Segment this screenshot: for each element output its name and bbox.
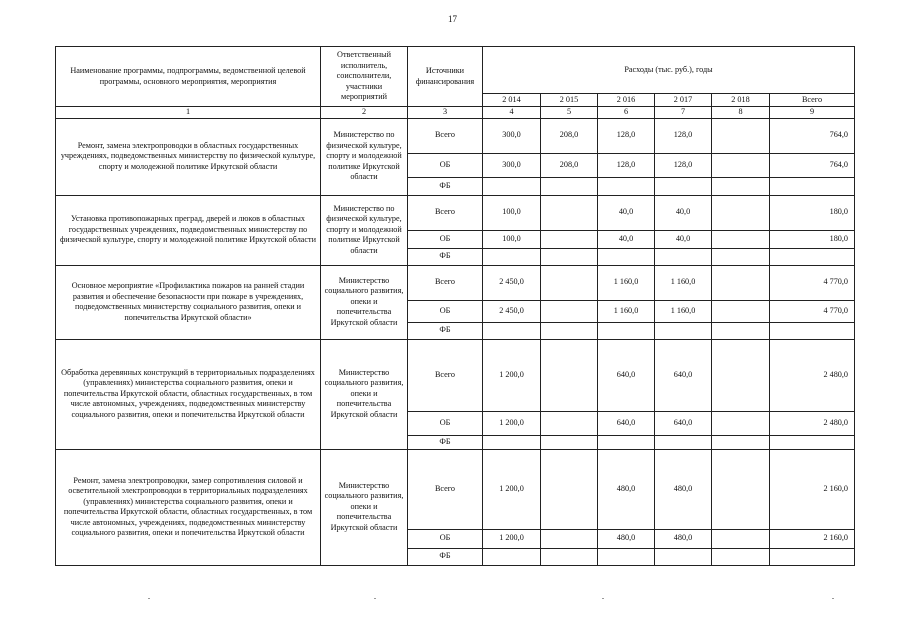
- header-source: Источники финансирования: [408, 47, 483, 107]
- year-cell: 2 017: [655, 94, 712, 107]
- value-cell: 764,0: [770, 118, 855, 153]
- value-cell: [598, 435, 655, 449]
- year-cell: 2 014: [483, 94, 541, 107]
- value-cell: 128,0: [598, 118, 655, 153]
- funding-source: ФБ: [408, 322, 483, 339]
- value-cell: [541, 339, 598, 411]
- value-cell: [770, 548, 855, 565]
- value-cell: [770, 248, 855, 265]
- header-expenses: Расходы (тыс. руб.), годы: [483, 47, 855, 94]
- value-cell: 480,0: [598, 449, 655, 529]
- value-cell: [483, 177, 541, 195]
- measure-name: Ремонт, замена электропроводки, замер сопротивления силовой и осветительной электропроводки в территориальных подразделениях (управлениях) министерства социального развития, опеки и попечительства Иркутской области, областных государственных, в том числе автономных, учреждениях, подведомственных министерству социального развития, опеки и попечительства Иркутской области: [56, 449, 321, 565]
- responsible-party: Министерство социального развития, опеки и попечительства Иркутской области: [321, 339, 408, 449]
- value-cell: [541, 322, 598, 339]
- value-cell: [541, 411, 598, 435]
- table-row: [56, 195, 855, 230]
- value-cell: [483, 322, 541, 339]
- value-cell: [712, 248, 770, 265]
- value-cell: 128,0: [598, 153, 655, 177]
- value-cell: [712, 411, 770, 435]
- value-cell: 1 160,0: [598, 265, 655, 300]
- expenses-table: [55, 46, 855, 566]
- column-number: 2: [321, 107, 408, 119]
- value-cell: 180,0: [770, 195, 855, 230]
- value-cell: 1 200,0: [483, 411, 541, 435]
- value-cell: [712, 449, 770, 529]
- value-cell: [541, 248, 598, 265]
- value-cell: 1 160,0: [655, 265, 712, 300]
- value-cell: 480,0: [655, 449, 712, 529]
- value-cell: [541, 435, 598, 449]
- value-cell: [712, 153, 770, 177]
- funding-source: ФБ: [408, 177, 483, 195]
- year-cell: Всего: [770, 94, 855, 107]
- value-cell: [712, 339, 770, 411]
- value-cell: 2 160,0: [770, 449, 855, 529]
- value-cell: 640,0: [598, 339, 655, 411]
- value-cell: [541, 449, 598, 529]
- funding-source: ОБ: [408, 153, 483, 177]
- value-cell: 640,0: [655, 411, 712, 435]
- value-cell: [770, 435, 855, 449]
- scan-dots: [0, 598, 905, 604]
- value-cell: 1 160,0: [655, 300, 712, 322]
- value-cell: [712, 529, 770, 548]
- value-cell: [541, 177, 598, 195]
- table-row: [56, 449, 855, 529]
- measure-name: Основное мероприятие «Профилактика пожаров на ранней стадии развития и обеспечение безопасности при пожаре в учреждениях, подведомственных министерству социального развития, опеки и попечительства Иркутской области»: [56, 265, 321, 339]
- funding-source: Всего: [408, 265, 483, 300]
- value-cell: [541, 195, 598, 230]
- value-cell: 2 160,0: [770, 529, 855, 548]
- value-cell: 1 200,0: [483, 449, 541, 529]
- value-cell: [598, 177, 655, 195]
- year-cell: 2 018: [712, 94, 770, 107]
- funding-source: ОБ: [408, 300, 483, 322]
- funding-source: ОБ: [408, 529, 483, 548]
- column-number: 1: [56, 107, 321, 119]
- value-cell: [770, 177, 855, 195]
- value-cell: 128,0: [655, 153, 712, 177]
- value-cell: 100,0: [483, 195, 541, 230]
- value-cell: [541, 548, 598, 565]
- value-cell: [541, 230, 598, 248]
- column-number: 5: [541, 107, 598, 119]
- value-cell: [712, 230, 770, 248]
- measure-name: Установка противопожарных преград, дверей и люков в областных государственных учреждениях, подведомственных министерству по физической культуре, спорту и молодежной политике Иркутской области: [56, 195, 321, 265]
- value-cell: [655, 177, 712, 195]
- value-cell: 640,0: [598, 411, 655, 435]
- value-cell: [655, 322, 712, 339]
- measure-name: Ремонт, замена электропроводки в областных государственных учреждениях, подведомственных министерству по физической культуре, спорту и молодежной политике Иркутской области: [56, 118, 321, 195]
- value-cell: [598, 548, 655, 565]
- column-number: 9: [770, 107, 855, 119]
- responsible-party: Министерство по физической культуре, спорту и молодежной политике Иркутской области: [321, 195, 408, 265]
- value-cell: [712, 322, 770, 339]
- value-cell: 4 770,0: [770, 300, 855, 322]
- value-cell: 2 450,0: [483, 300, 541, 322]
- value-cell: 40,0: [598, 230, 655, 248]
- value-cell: 2 480,0: [770, 339, 855, 411]
- value-cell: 4 770,0: [770, 265, 855, 300]
- column-number: 7: [655, 107, 712, 119]
- funding-source: Всего: [408, 339, 483, 411]
- measure-name: Обработка деревянных конструкций в территориальных подразделениях (управлениях) министерства социального развития, опеки и попечительства Иркутской области, областных государственных, в том числе автономных, учреждениях, подведомственных министерству социального развития, опеки и попечительства Иркутской области: [56, 339, 321, 449]
- responsible-party: Министерство социального развития, опеки и попечительства Иркутской области: [321, 449, 408, 565]
- funding-source: Всего: [408, 449, 483, 529]
- column-number: 3: [408, 107, 483, 119]
- funding-source: Всего: [408, 195, 483, 230]
- responsible-party: Министерство по физической культуре, спорту и молодежной политике Иркутской области: [321, 118, 408, 195]
- table-row: [56, 118, 855, 153]
- value-cell: [541, 300, 598, 322]
- value-cell: [598, 248, 655, 265]
- column-number: 4: [483, 107, 541, 119]
- value-cell: [712, 435, 770, 449]
- value-cell: [655, 248, 712, 265]
- value-cell: [483, 548, 541, 565]
- funding-source: ФБ: [408, 435, 483, 449]
- value-cell: 40,0: [655, 195, 712, 230]
- year-cell: 2 015: [541, 94, 598, 107]
- value-cell: 300,0: [483, 153, 541, 177]
- value-cell: [712, 548, 770, 565]
- value-cell: [598, 322, 655, 339]
- funding-source: Всего: [408, 118, 483, 153]
- year-cell: 2 016: [598, 94, 655, 107]
- value-cell: [655, 435, 712, 449]
- value-cell: 640,0: [655, 339, 712, 411]
- value-cell: [712, 300, 770, 322]
- value-cell: 208,0: [541, 153, 598, 177]
- value-cell: 100,0: [483, 230, 541, 248]
- column-number: 6: [598, 107, 655, 119]
- value-cell: 2 480,0: [770, 411, 855, 435]
- value-cell: [483, 435, 541, 449]
- page-number: 17: [448, 14, 457, 24]
- table-row: [56, 265, 855, 300]
- value-cell: 2 450,0: [483, 265, 541, 300]
- value-cell: [541, 529, 598, 548]
- responsible-party: Министерство социального развития, опеки и попечительства Иркутской области: [321, 265, 408, 339]
- column-number: 8: [712, 107, 770, 119]
- header-name: Наименование программы, подпрограммы, ведомственной целевой программы, основного мероприятия, мероприятия: [56, 47, 321, 107]
- header-responsible: Ответственный исполнитель, соисполнители, участники мероприятий: [321, 47, 408, 107]
- table-row: [56, 339, 855, 411]
- value-cell: 764,0: [770, 153, 855, 177]
- value-cell: [655, 548, 712, 565]
- value-cell: [712, 177, 770, 195]
- value-cell: 480,0: [598, 529, 655, 548]
- value-cell: [712, 195, 770, 230]
- value-cell: [712, 118, 770, 153]
- value-cell: 1 200,0: [483, 529, 541, 548]
- funding-source: ФБ: [408, 548, 483, 565]
- value-cell: 180,0: [770, 230, 855, 248]
- value-cell: [483, 248, 541, 265]
- value-cell: 208,0: [541, 118, 598, 153]
- value-cell: 128,0: [655, 118, 712, 153]
- value-cell: 300,0: [483, 118, 541, 153]
- funding-source: ОБ: [408, 411, 483, 435]
- value-cell: [712, 265, 770, 300]
- value-cell: [541, 265, 598, 300]
- funding-source: ОБ: [408, 230, 483, 248]
- value-cell: 40,0: [655, 230, 712, 248]
- funding-source: ФБ: [408, 248, 483, 265]
- value-cell: 1 160,0: [598, 300, 655, 322]
- value-cell: 40,0: [598, 195, 655, 230]
- value-cell: 1 200,0: [483, 339, 541, 411]
- value-cell: [770, 322, 855, 339]
- value-cell: 480,0: [655, 529, 712, 548]
